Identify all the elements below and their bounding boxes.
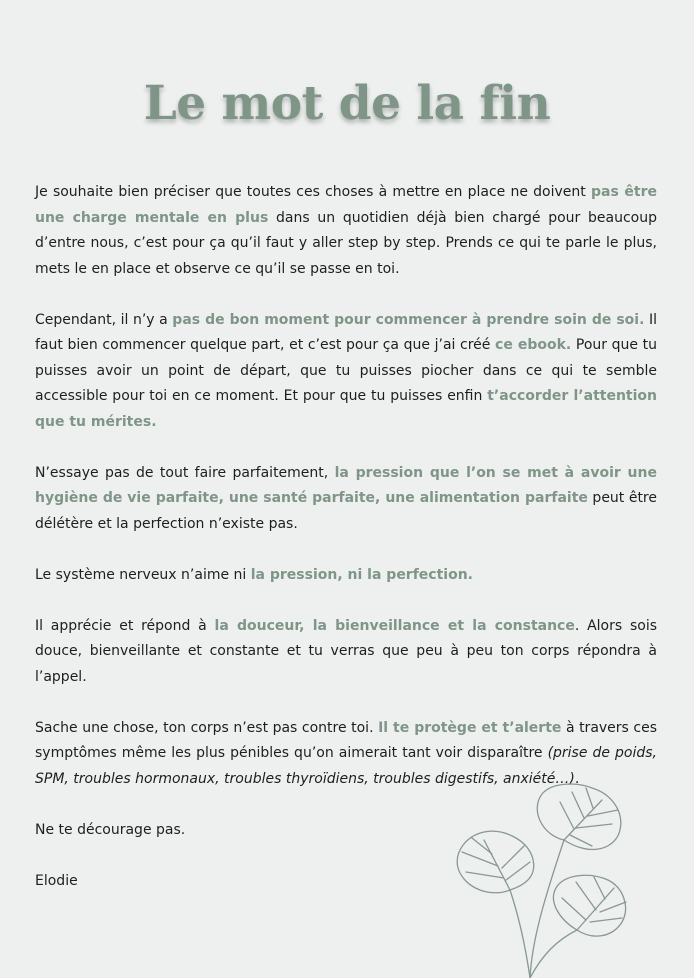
highlight-text: la douceur, la bienveillance et la constance — [214, 617, 575, 634]
text-span: Pour que tu puisses avoir un point de départ, que tu puisses piocher dans ce qui te semble accessible pour toi en ce moment. Et pour que tu puisses enfin — [35, 337, 657, 404]
highlight-text: la pression que l’on se met à avoir une hygiène de vie parfaite, une santé parfaite, une alimentation parfaite — [35, 464, 657, 506]
paragraph-douceur — [35, 614, 657, 691]
text-span: peut être délétère et la perfection n’existe pas. — [35, 490, 657, 532]
highlight-text: ce ebook. — [495, 337, 572, 353]
monstera-leaves-icon — [452, 780, 632, 978]
text-span: Il apprécie et répond à — [35, 617, 215, 634]
text-span: Sache une chose, ton corps n’est pas contre toi. — [35, 719, 379, 736]
text-span: Il faut bien commencer quelque part, et c’est pour ça que j’ai créé — [35, 311, 658, 353]
paragraph-perfection — [35, 461, 657, 538]
text-span: Cependant, il n’y a — [35, 311, 173, 328]
paragraph-prendre-soin — [35, 308, 657, 436]
italic-text: (prise de poids, SPM, troubles hormonaux, troubles thyroïdiens, troubles digestifs, anxiété…) — [35, 745, 658, 787]
paragraph-charge-mentale — [35, 180, 657, 282]
text-span: . — [574, 770, 580, 787]
text-span: . Alors sois douce, bienveillante et constante et tu verras que peu à peu ton corps répondra à l’appel. — [35, 617, 658, 685]
paragraph-encouragement: Ne te décourage pas. — [35, 821, 186, 838]
highlight-text: t’accorder l’attention que tu mérites. — [35, 388, 657, 430]
highlight-text: la pression, ni la perfection. — [250, 566, 473, 583]
signature: Elodie — [35, 872, 78, 889]
text-span: Je souhaite bien préciser que toutes ces choses à mettre en place ne doivent — [35, 184, 591, 200]
page-title: Le mot de la fin — [143, 76, 551, 131]
text-span: à travers ces symptômes même les plus pénibles qu’on aimerait tant voir disparaître — [35, 719, 657, 761]
highlight-text: pas être une charge mentale en plus — [35, 184, 658, 226]
paragraph-systeme-nerveux — [35, 563, 657, 589]
text-span: dans un quotidien déjà bien chargé pour beaucoup d’entre nous, c’est pour ça qu’il faut y aller step by step. Prends ce qui te parle le plus, mets le en place et observe ce qu’il se passe en toi. — [35, 209, 657, 277]
highlight-text: pas de bon moment pour commencer à prendre soin de soi. — [172, 311, 645, 328]
text-span: N’essaye pas de tout faire parfaitement, — [35, 464, 335, 481]
highlight-text: Il te protège et t’alerte — [378, 719, 562, 736]
text-span: Le système nerveux n’aime ni — [35, 566, 251, 583]
